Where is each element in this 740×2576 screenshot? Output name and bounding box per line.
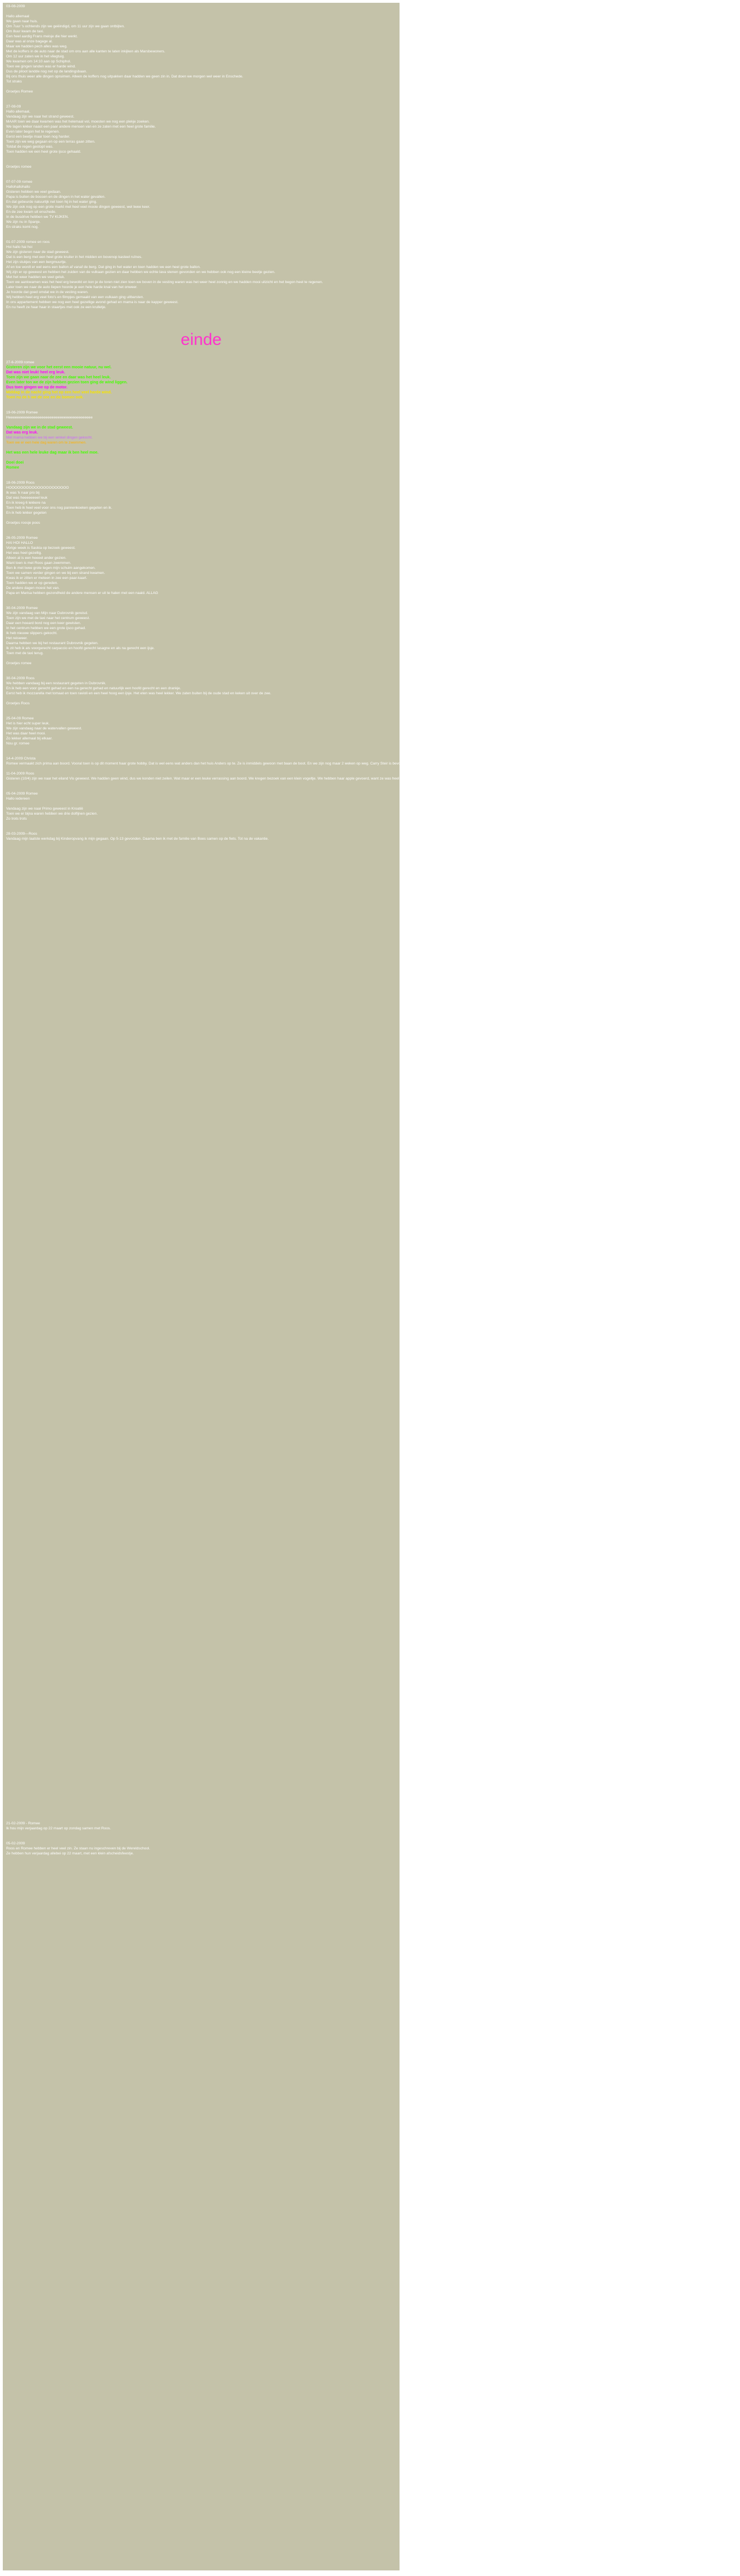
entry-line: Het was daar heel mooi. xyxy=(6,732,46,736)
entry-line: Hallohallohallo xyxy=(6,185,30,189)
entry-date: 21-02-2009 - Romee xyxy=(6,1822,40,1825)
entry-date: 19-06-2009 Romee xyxy=(6,411,38,415)
entry-date: 30-04-2009 Roos xyxy=(6,676,35,680)
entry-line: Het is hier echt super leuk. xyxy=(6,722,50,725)
entry-spacer xyxy=(6,169,396,179)
entry-line: Ik was 'k naar pro bij xyxy=(6,491,40,495)
entry-line: Wij zijn er op geweest en hebben het zuiden van de vulkaan gezien en daar hebben we echte lava stenen gevonden en we hebben ook nog een kleine beetje gezien. xyxy=(6,270,275,274)
entry-date: 27-08-09 xyxy=(6,105,21,109)
entry-line: Toen hadden we er op gereden. xyxy=(6,581,59,585)
entry-spacer xyxy=(6,1831,396,1841)
entry-line: Hallo iedereen xyxy=(6,797,30,801)
entry-line: Vorige week is Saskia op bezoek geweest. xyxy=(6,546,76,550)
entry-line: In ons appartement hebben we nog een heel gezellige avond gehad en mama is naar de kapper geweest. xyxy=(6,300,179,304)
entry-spacer xyxy=(6,821,396,831)
entry-line: Romee vermaakt zich prima aan boord. Vooral toen is op dit moment haar grote hobby. Dat is wel eens wat anders dan het huis Anders op te. Ze is inmiddels gewoon met baan de boot. En we zijn nog maar 2 weken op weg. Carry Steir is bevolkt. Met bies een heel grote Vrienden Rosula, die haar veel tussen met Carry Steir heeft gekend. xyxy=(6,762,557,766)
entry-line: Toen we er bijna waren hebben we drie dolfijnen gezien. xyxy=(6,812,98,816)
colored-entry-line: Dat was niet leuk! heel erg leuk. xyxy=(6,371,65,374)
entry-date: 05-04-2009 Romee xyxy=(6,792,38,796)
entry-line: Toen met de taxi terug. xyxy=(6,651,44,655)
entry-line: Zo trots trots xyxy=(6,817,27,821)
entry-line: Om 8uur kwam de taxi. xyxy=(6,30,44,33)
entry-line: Later toen we naar de auto liepen hoorde je een hele harde knal van het onweer. xyxy=(6,285,138,289)
entry-date: 03-08-2009 xyxy=(6,4,25,8)
entry-line: En ik kreeg 6 lekkere na xyxy=(6,501,46,505)
journal-entry xyxy=(6,4,396,94)
entry-line: Want toen is met Roos gaan zwemmen. xyxy=(6,561,71,565)
entry-line: Doei doei xyxy=(6,461,24,465)
entry-line: Wij hebben heel erg veel foto's en filmpjes gemaakt van een vulkaan ging uitbarsten. xyxy=(6,295,144,299)
entry-spacer xyxy=(6,154,396,164)
entry-line: Toen we er een hele dag waren om te zwemmen. xyxy=(6,441,87,445)
entry-spacer xyxy=(6,1856,396,1866)
entry-line: We gaan naar huis. xyxy=(6,20,38,23)
entry-line: Ik hou mijn verjaardag op 22 maart op zondag samen met Roos. xyxy=(6,1827,111,1830)
entry-line: En straks komt nog. xyxy=(6,225,39,229)
entry-line: Met mama hebben we bij een winkel dingen gekocht. xyxy=(6,436,93,440)
entry-line: Het reisweer. xyxy=(6,636,28,640)
journal-entry xyxy=(6,240,396,310)
entry-line: Vandaag zijn we in de stad geweest. xyxy=(6,426,73,430)
entry-line: Roos en Romee hebben er heel veel zin. Ze staan nu ingeschreven bij de Wereldschool. xyxy=(6,1847,150,1851)
entry-spacer xyxy=(6,781,396,791)
entry-line: Toen zijn we weg gegaan en op een terras gaan zitten. xyxy=(6,140,95,144)
journal-page xyxy=(3,3,740,2570)
entry-line: Vandaag mijn laatste werkdag bij Kinderopvang ik mijn gegaan. Op 5-13 gevonden. Daarna ben ik met de familie van Boes samen op de fiets. Tot na de vakantie. xyxy=(6,837,269,841)
entry-line: In het centrum hebben we een grote ijsco gehad. xyxy=(6,626,86,630)
entry-line: Papa is buiten de bossen en de dingen in het water gevallen. xyxy=(6,195,106,199)
entry-line: Dat was heeeeeeeel leuk xyxy=(6,496,48,500)
entry-line: De andere dagen moest het van. xyxy=(6,586,60,590)
entry-line: En ik heb lekker gegeten xyxy=(6,511,47,515)
colored-journal-entry xyxy=(6,360,396,400)
entry-date: 14-4-2009 Christa xyxy=(6,757,36,761)
entry-spacer xyxy=(6,230,396,240)
entry-line: We lagen lekker naast een paar andere mensen van en ze zaten met een heel grote familie. xyxy=(6,125,156,129)
entry-line: Gisteren (10/4) zijn we naar het eiland Vis geweest. We hadden geen wind, dus we konden niet zeilen. Wat maar er een leuke verrassing aan boord. We kregen bezoek van een klein vogeltje. We hebben haar apple gevoerd, want ze was heel uitgeputte. Ze ging bij ons binnen in de kajuit. Nadat we ook allemaal een nacht gingen slapen was het vogeltje er de volgende dag niet meer. Ze ging met de boot mee, maar wel een eind van ons landgenoten. xyxy=(6,777,740,781)
entry-line: Hallo allemaal, xyxy=(6,110,31,114)
entry-line: Tot straks xyxy=(6,80,22,84)
entry-line: Dus de piloot landde nog net op de landingsbaan. xyxy=(6,70,87,74)
entry-line: Om 7uur 's ochtends zijn we geëindigd, om 11 uur zijn we gaan ontbijten. xyxy=(6,25,125,28)
entry-date: 25-04-09 Romee xyxy=(6,717,34,720)
journal-entry xyxy=(6,535,396,596)
entry-line: We zijn nu in Spanje. xyxy=(6,220,41,224)
journal-entry xyxy=(6,104,396,154)
entry-line xyxy=(6,84,396,89)
entry-line: Met de koffers in de auto naar de stad om ons aan alle kanten te laten inkijken als Marsbewoners. xyxy=(6,50,165,53)
entry-line: Daar een hoeard bord nog een keer gewisten. xyxy=(6,621,81,625)
entry-spacer xyxy=(6,841,396,851)
entry-line xyxy=(6,445,396,450)
entry-line: Ik zit heb ik als voorgerecht carpaccio en hoofd gerecht lasagne en als na gerecht een ijsje. xyxy=(6,646,155,650)
journal-entry xyxy=(6,756,740,781)
entry-line: We zijn vandaag van Mijn naar Dubrovnik gereisd. xyxy=(6,611,88,615)
entry-line: Groetjes Romee xyxy=(6,90,33,94)
entry-line: Dat was erg leuk. xyxy=(6,431,38,435)
entry-line: We zijn vandaag naar de watervallen geweest. xyxy=(6,727,82,731)
entry-line: Alleen al is een heeeel ander gezien. xyxy=(6,556,67,560)
entry-line: Daar was al onze bagage al. xyxy=(6,40,53,43)
spacer xyxy=(6,400,396,410)
entry-line: Totdat de regen gestopt was. xyxy=(6,145,53,149)
entry-line: Je hoorde dat goed omdat we in de vesting waren. xyxy=(6,290,89,294)
entry-date: 07-07-09 romee xyxy=(6,180,32,184)
entry-line: Papa en Marisa hebben gezondheid de andere mensen er uit te halen met een naald. ALLAG xyxy=(6,591,158,595)
entry-line: Zo lekker allemaal bij elkaar. xyxy=(6,737,53,741)
entry-date: 05-02-2009 xyxy=(6,1842,25,1845)
entry-spacer xyxy=(6,706,396,716)
entry-line: En de zee kwam uit enschede. xyxy=(6,210,56,214)
entry-date: 26-05-2009 Romee xyxy=(6,536,38,540)
entry-line: Gisteren hebben we veel gedaan. xyxy=(6,190,61,194)
colored-entry-line: Dus toen gingen we op de motor. xyxy=(6,386,68,389)
colored-entry-line: Toen zijn we gaan naar de zee en daar was het heel leuk. xyxy=(6,376,111,379)
entry-line: Het was een hele leuke dag maar ik ben heel moe. xyxy=(6,451,99,455)
entry-date: Groetjes romee xyxy=(6,165,32,169)
entry-line: Heeeeeeeeeeeeeeeeeeeeeeeeeeeeeeeeeeeeeeeee xyxy=(6,416,93,420)
entry-line: Even later begon het te regenen. xyxy=(6,130,60,134)
journal-entry-colored-mid xyxy=(6,410,396,480)
entry-line xyxy=(6,420,396,425)
journal-entry xyxy=(6,1841,396,1856)
entry-line: Nou gr. romee xyxy=(6,742,30,746)
entry-line: HOOOOOOOOOOOOOOOOOOOOO xyxy=(6,486,69,490)
entry-line: Vandaag zijn we naar het strand geweest. xyxy=(6,115,75,119)
entry-date: 30-04-2009 Romee xyxy=(6,606,38,610)
entry-line: We kwamen om 14:10 aan op Schiphol. xyxy=(6,60,71,64)
entry-line: Ben ik met twee grote tegen mijn schuim aangekomen. xyxy=(6,566,96,570)
entry-spacer xyxy=(6,470,396,480)
entry-spacer xyxy=(6,310,396,320)
entry-spacer xyxy=(6,596,396,606)
entry-line xyxy=(6,696,396,701)
journal-entry xyxy=(6,606,396,666)
colored-entry-line: Middag in de nacht ging het op een heel veel harde wind. xyxy=(6,391,112,395)
entry-line: In de busdrive hebben we TV KIJKEN. xyxy=(6,215,69,219)
journal-entries-middle xyxy=(6,480,740,851)
entry-line: Kwas ik er zitten er meteen in zee een paar-kaart. xyxy=(6,576,87,580)
entry-spacer xyxy=(6,666,396,676)
journal-entry xyxy=(6,676,396,706)
entry-line: Ik heb nieuwe slippers gekocht. xyxy=(6,631,58,635)
entry-line: Af en toe wordt er wel eens een ballon af vanaf de berg. Dat ging in het water en toen hadden we een heel grote ballon. xyxy=(6,265,201,269)
entry-line: We zijn gisteren naar de stad geweest. xyxy=(6,250,70,254)
entry-line: Dat is een berg met een heel grote kruiter in het midden en bovenop kasteel ruïnes. xyxy=(6,255,143,259)
journal-entry xyxy=(6,164,396,169)
entry-line: Toen we samen verder gingen en we bij een strand kwamen. xyxy=(6,571,105,575)
entry-line: MAAR toen we daar kwamen was het helemaal vol, moesten we nog een plekje zoeken. xyxy=(6,120,150,124)
entry-line xyxy=(6,801,396,806)
entry-line: Romee xyxy=(6,466,20,470)
entry-line: We zijn ook nog op een grote markt met heel veel mooie dingen geweest, wel twee keer. xyxy=(6,205,150,209)
entry-line: Groetjes Roos xyxy=(6,702,30,705)
entry-line xyxy=(6,455,396,460)
entry-line xyxy=(6,9,396,14)
entry-line: Ze hebben hun verjaardag allebei op 22 maart, met een klein afscheidsfeestje. xyxy=(6,1852,134,1856)
entry-line: Maar we hadden pech alles was weg. xyxy=(6,45,67,48)
colored-entry-line: Even later ton we de zijn hebben gezien toen ging de wind liggen. xyxy=(6,381,128,384)
entry-line: Groetjes romee xyxy=(6,661,32,665)
einde-heading: einde xyxy=(181,330,222,349)
entry-date: 27-6-2009 romee xyxy=(6,361,35,364)
entry-line: Bij ons thuis weer alle dingen opruimen. Alleen de koffers nog uitpakken daar hadden we geen zin in. Dat doen we morgen wel weer in Enschede. xyxy=(6,75,244,79)
entry-line: En dat gebeurde natuurlijk net toen hij in het water ging. xyxy=(6,200,98,204)
entry-line: 11-04-2009 Roos xyxy=(6,772,35,776)
entry-date: 01-07-2009 romee en roos xyxy=(6,240,50,244)
entry-line: Het zijn stukjes van een bergmuurtje. xyxy=(6,260,67,264)
entry-spacer xyxy=(6,94,396,104)
journal-entry xyxy=(6,1821,396,1831)
entry-line xyxy=(6,515,396,520)
entry-date: 18-06-2009 Roos xyxy=(6,481,35,485)
entry-line: Een heel aardig Frans meisje die hier werkt. xyxy=(6,35,78,38)
colored-entry-line: Gisteren zijn we voor het eerst een mooie natuur, nu wel. xyxy=(6,366,112,369)
entry-line: Toen we aankwamen was het heel erg bewolkt en kon je de toren niet zien toen we boven in de vesting waren was het weer heel zonnig en we hadden mooi uitzicht en het begon heel te regenen. xyxy=(6,280,323,284)
blank-space xyxy=(6,851,396,1821)
entry-line: Eerst een beetje maar toen nog harder. xyxy=(6,135,70,139)
entry-line: Daarna hebben we bij het restaurant Dubrovnik gegeten. xyxy=(6,641,99,645)
entry-line: Groetjes roosje poos xyxy=(6,521,40,525)
entry-line: We hebben vandaag bij een restaurant gegeten in Dubrovnik. xyxy=(6,681,106,685)
entry-line: Eerst heb ik mozzarella met tomaat en toen ravioli en een heel hoog een ijsje. Het eten was heel lekker. We zaten buiten bij de oude stad en keken uit over de zee. xyxy=(6,692,271,695)
journal-entry xyxy=(6,179,396,230)
entry-line: Vandaag zijn we naar Primo geweest in Kroatië xyxy=(6,807,84,811)
entry-line: Hallo allemaal xyxy=(6,14,30,18)
entry-line: Toen we gingen landen was er harde wind. xyxy=(6,65,76,69)
entry-spacer xyxy=(6,525,396,535)
colored-entry-line: Toen nu de h we de zee en de bomen ook. xyxy=(6,396,84,400)
entry-line: Toen hadden we een heel grote ijsco gehaald. xyxy=(6,150,81,154)
colored-entry-lines xyxy=(6,365,396,400)
entry-line: Toen heb ik heel veel voor ons nog pannenkoeken gegeten en ik. xyxy=(6,506,113,510)
entry-line: Het was heel gezellig. xyxy=(6,551,42,555)
entry-line xyxy=(6,656,396,661)
journal-entry xyxy=(6,791,396,821)
entry-line xyxy=(6,766,396,771)
journal-entry xyxy=(6,480,396,525)
entry-line: Met het weer hadden we veel geluk. xyxy=(6,275,65,279)
entry-line: Hoi hallo hai hoi xyxy=(6,245,32,249)
entry-date: 28-03-2009—Roos xyxy=(6,832,37,836)
journal-entries-top xyxy=(6,4,396,320)
journal-entries-final xyxy=(6,1821,396,1866)
journal-entry xyxy=(6,831,396,841)
entry-spacer xyxy=(6,746,396,756)
entry-line: HAI HOI HALLO xyxy=(6,541,33,545)
entry-line: Om 12 uur zaten we in het vliegtuig. xyxy=(6,55,65,59)
journal-entry xyxy=(6,716,396,746)
entry-line: En ik heb een voor gerecht gehad en een na gerecht gehad en natuurlijk een hoofd gerecht en een drankje. xyxy=(6,686,181,690)
entry-line: Toen zijn we met de taxi naar het centrum geweest. xyxy=(6,616,90,620)
entry-line: En nu heeft ze haar haar in staartjes met ook ze een krulletje. xyxy=(6,305,106,309)
